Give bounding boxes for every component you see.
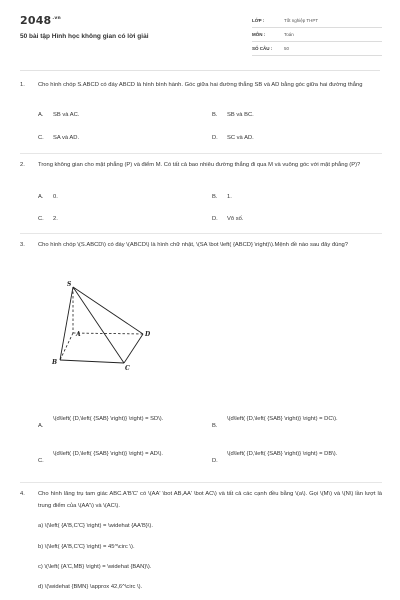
question-number: 3.: [20, 242, 25, 248]
option-label: C.: [38, 216, 44, 222]
option-label: C.: [38, 458, 44, 464]
meta-key: MÔN :: [252, 32, 266, 37]
question-divider: [20, 482, 382, 483]
edge-sc: [73, 287, 124, 363]
statement-a: a) \(\left( {A'B,C'C} \right) = \widehat {AA'B}\).: [38, 523, 153, 529]
statement-b: b) \(\left( {A'B,C'C} \right) = 45^\circ \).: [38, 544, 135, 550]
question-4: [20, 489, 382, 512]
option-text: 0.: [53, 194, 58, 200]
question-number: 1.: [20, 82, 25, 88]
option-label: B.: [212, 423, 218, 429]
question-text: Cho hình chóp \(S.ABCD\) có đáy \(ABCD\) là hình chữ nhật, \(SA \bot \left( {ABCD} \right)\).Mệnh đề nào sau đây đúng?: [38, 242, 348, 248]
statement-c: c) \(\left( {A'C,MB} \right) = \widehat {BAN}\).: [38, 564, 152, 570]
option-text: \(d\left( {D,\left( {SAB} \right)} \right) = AD\).: [53, 451, 164, 457]
meta-key: SỐ CÂU :: [252, 46, 273, 51]
option-c[interactable]: [38, 134, 188, 142]
edge-sd: [73, 287, 143, 334]
meta-row-subject: [252, 28, 382, 42]
option-d[interactable]: [212, 215, 372, 223]
option-text: 2.: [53, 216, 58, 222]
question-text: Cho hình lăng trụ tam giác ABC.A'B'C' có \(AA' \bot AB,AA' \bot AC\) và tất cả các cạnh đều bằng \(a\). Gọi \(M\) và \(N\) lần lượt là trung điểm của \(AA'\) và \(AC\).: [38, 491, 382, 509]
option-label: D.: [212, 458, 218, 464]
option-c[interactable]: [38, 450, 203, 464]
header-divider: [20, 70, 380, 71]
edge-bc: [60, 360, 124, 363]
option-b[interactable]: [212, 111, 372, 119]
option-d[interactable]: [212, 134, 372, 142]
question-divider: [20, 153, 382, 154]
meta-value: Tốt nghiệp THPT: [284, 18, 319, 23]
pyramid-hidden-edges: [60, 287, 143, 360]
logo-text: 2048: [20, 14, 52, 27]
option-label: B.: [212, 112, 218, 118]
edge-sb: [60, 287, 73, 360]
option-text: SC và AD.: [227, 135, 254, 141]
meta-row-count: [252, 42, 382, 56]
option-text: SB và BC.: [227, 112, 254, 118]
option-text: Vô số.: [227, 216, 244, 222]
option-label: A.: [38, 423, 44, 429]
vertex-label-b: B: [52, 359, 58, 366]
question-number: 2.: [20, 162, 25, 168]
question-divider: [20, 233, 382, 234]
site-logo[interactable]: [20, 14, 61, 27]
question-1: [20, 80, 382, 92]
option-text: 1.: [227, 194, 232, 200]
edge-cd: [124, 334, 143, 363]
vertex-label-d: D: [145, 331, 151, 338]
option-a[interactable]: [38, 111, 188, 119]
option-text: \(d\left( {D,\left( {SAB} \right)} \right) = DC\).: [227, 416, 338, 422]
vertex-label-s: S: [67, 281, 72, 288]
option-d[interactable]: [212, 450, 377, 464]
option-b[interactable]: [212, 415, 377, 429]
logo-suffix: .vn: [52, 16, 61, 21]
option-label: D.: [212, 135, 218, 141]
option-text: \(d\left( {D,\left( {SAB} \right)} \right) = DB\).: [227, 451, 338, 457]
meta-key: LỚP :: [252, 18, 265, 23]
option-text: SB và AC.: [53, 112, 80, 118]
pyramid-figure: [50, 280, 165, 372]
option-label: A.: [38, 194, 44, 200]
pyramid-edges: [60, 287, 143, 363]
vertex-label-a: A: [76, 331, 81, 338]
document-title: 50 bài tập Hình học không gian có lời giải: [20, 33, 149, 40]
vertex-label-c: C: [125, 365, 130, 372]
option-label: A.: [38, 112, 44, 118]
statement-d: d) \(\widehat {BMN} \approx 42,6^\circ \).: [38, 584, 143, 590]
document-header: [0, 0, 400, 70]
question-number: 4.: [20, 491, 25, 497]
meta-value: 50: [284, 46, 290, 51]
option-text: \(d\left( {D,\left( {SAB} \right)} \right) = SD\).: [53, 416, 164, 422]
option-b[interactable]: [212, 193, 372, 201]
option-c[interactable]: [38, 215, 188, 223]
question-3: [20, 240, 382, 252]
question-text: Cho hình chóp S.ABCD có đáy ABCD là hình bình hành. Góc giữa hai đường thẳng SB và AD bằng góc giữa hai đường thẳng: [38, 82, 363, 88]
option-label: C.: [38, 135, 44, 141]
option-label: B.: [212, 194, 218, 200]
option-text: SA và AD.: [53, 135, 80, 141]
meta-value: Toán: [284, 32, 294, 37]
option-a[interactable]: [38, 415, 203, 429]
option-a[interactable]: [38, 193, 188, 201]
question-2: [20, 160, 382, 172]
option-label: D.: [212, 216, 218, 222]
question-text: Trong không gian cho mặt phẳng (P) và điểm M. Có tất cả bao nhiêu đường thẳng đi qua M và vuông góc với mặt phẳng (P)?: [38, 162, 361, 168]
edge-ad: [73, 333, 143, 334]
meta-row-class: [252, 14, 382, 28]
